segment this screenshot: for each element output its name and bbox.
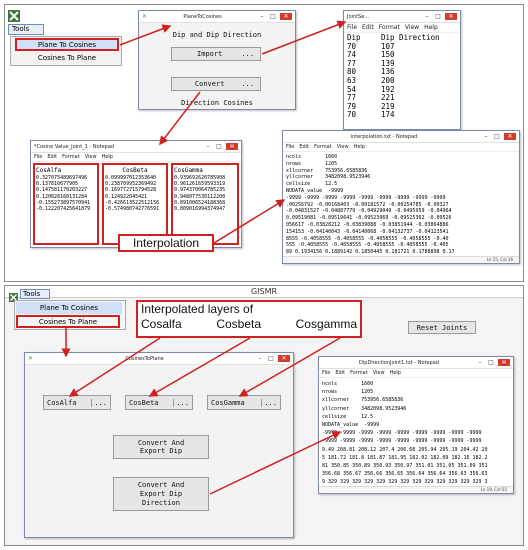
dipdir-text-line: -9999 -9999 -9999 -9999 -9999 -9999 -9999 -9999 -9999 [322,438,482,445]
dip-direction-value: 107 [381,41,395,51]
import-label: Import [197,50,223,58]
arrow-convert-to-cosine [160,92,200,144]
dipdir-text-line: 81 350.85 350.89 350.93 350.97 351.01 351.05 351.09 351 [322,463,488,470]
close-icon[interactable]: ✕ [504,133,516,140]
close-icon[interactable]: ✕ [445,13,457,20]
cosbeta-value: 0.238709952369492 [105,181,157,188]
cosalfa-dots: ... [91,399,107,407]
top-tools-menu[interactable]: Tools [8,24,44,35]
convert-label: Convert [194,80,225,88]
minimize-icon[interactable]: – [258,355,262,362]
dip-value: 77 [347,58,357,68]
interp-text-line: NODATA_value -9999 [286,187,344,194]
direction-cosines-label: Direction Cosines [181,99,253,107]
interp-text-line: cellsize 12.5 [286,181,338,188]
menu-view[interactable]: View [336,144,349,150]
menu-help[interactable]: Help [424,24,438,31]
interp-text-line: 89 0.1934156 0.1889142 0.1850445 0.181721 0.1788898 0.17 [286,249,455,256]
dip-direction-value: 221 [381,93,395,103]
dipdir-text-line: nrows 1205 [322,389,374,396]
menu-format[interactable]: Format [62,154,80,160]
arrow-layer-cosbeta [150,338,250,396]
dip-value: 74 [347,50,357,60]
menu-help[interactable]: Help [353,144,365,150]
interpolation-callout: Interpolation [118,234,214,252]
interp-text-line: -0.04831527 -0.04887779 -0.04929049 -0.0495959 -0.04964 [286,208,452,215]
c2p-title: CosinesToPlane [125,355,164,362]
interp-text-line: -9999 -9999 -9999 -9999 -9999 -9999 -9999 -9999 -9999 [286,194,446,201]
menu-file[interactable]: File [322,370,331,376]
cosgamma-value: 0.948077530112208 [174,193,226,200]
dipdir-text-line: yllcorner 3482098.9523946 [322,405,407,412]
minimize-icon[interactable]: – [478,359,482,366]
cosgamma-button-label: CosGamma [211,398,245,407]
interp-text-line: 8555 -0.4058555 -0.4058555 -0.4058555 -0.4058555 -0.40 [286,235,449,242]
menu-help[interactable]: Help [389,370,401,376]
interp-text-line: 056617 -0.03828212 -0.03839088 -0.03851944 -0.03864886 [286,221,449,228]
cosalfa-header: CosAlfa [36,167,62,174]
cosbeta-button-label: CosBeta [129,398,159,407]
interp-text-line: 154153 -0.04140043 -0.04140068 -0.04132737 -0.04123541 [286,228,449,235]
arrow-export-to-dipdir [210,432,340,494]
interp-text-line: xllcorner 753956.6585836 [286,167,368,174]
cosalfa-value: 0.147581170203227 [36,187,88,194]
dipdir-text-line: ncols 1660 [322,381,374,387]
dipdir-text-line: NODATA_value -9999 [322,422,380,429]
cosine-title: *Cosine Value_Joint_1 - Notepad [34,143,115,150]
layer-cosalfa: Cosalfa [141,317,182,331]
cosbeta-value: -0.574980742776591 [105,206,160,213]
dip-value: 77 [347,93,357,103]
dipdir-text-line: 9 329 329 329 329 329 329 329 329 329 329 329 329 329 3 [322,479,488,486]
cosbeta-value: 0.169772715794528 [105,187,157,194]
menu-format[interactable]: Format [378,24,400,31]
interp-text-line: ncols 1660 [286,154,338,160]
cosgamma-value: 0.809016994374947 [174,206,226,213]
minimize-icon[interactable]: – [206,143,210,150]
dip-direction-value: 139 [381,58,395,68]
dipdir-text-line: -9999 -9999 -9999 -9999 -9999 -9999 -9999 -9999 -9999 [322,430,482,437]
dip-direction-value: 192 [381,84,395,94]
minimize-icon[interactable]: – [260,13,264,20]
cosalfa-value: -0.122207425641879 [36,206,91,213]
interpolated-layers-title: Interpolated layers of [141,302,254,316]
arrow-import-to-jointse [262,22,345,54]
cosbeta-header: CosBeta [122,167,148,174]
jointse-title: JointSe... [347,13,370,20]
import-dots: ... [241,50,254,58]
dip-value: 54 [347,84,357,94]
dip-heading: Dip and Dip Direction [172,31,262,39]
convert-export-dip-direction-button[interactable]: Convert And Export Dip Direction [113,477,209,511]
maximize-icon[interactable]: □ [270,13,276,20]
dip-value: 70 [347,41,357,51]
menu-edit[interactable]: Edit [335,370,346,376]
top-plane-to-cosines-menu-item[interactable]: Plane To Cosines [15,38,119,51]
cosbeta-value: 0.124922045421 [105,193,148,200]
dip-direction-value: 200 [381,75,395,85]
reset-joints-button[interactable]: Reset Joints [408,321,476,334]
dip-value: 80 [347,67,357,77]
cosbeta-value: 0.099997012353640 [105,175,157,181]
cosalfa-value: 0.327075489697496 [36,175,88,181]
maximize-icon[interactable]: □ [488,359,494,366]
menu-edit[interactable]: Edit [299,144,310,150]
cosgamma-value: 0.939692620785908 [174,175,226,181]
maximize-icon[interactable]: □ [268,355,274,362]
bottom-plane-to-cosines-menu-item[interactable]: Plane To Cosines [16,302,122,314]
cosgamma-dots: ... [261,399,277,407]
dip-header: Dip [347,33,361,42]
interp-status-bar: Ln 15, Col 16 [283,256,519,263]
dipdir-title: DipDirectionJoint1.txt - Notepad [359,359,439,366]
maximize-icon[interactable]: □ [435,13,441,20]
cosalfa-value: -0.155273897570941 [36,199,91,206]
dip-value: 63 [347,75,357,85]
dip-direction-value: 150 [381,50,395,60]
cosgamma-header: CosGamma [174,167,203,174]
menu-file[interactable]: File [347,24,358,31]
interp-text-line: yllcorner 3482098.9523946 [286,174,371,181]
interp-title: interpolation.txt - Notepad [350,133,418,140]
bottom-cosines-to-plane-menu-item[interactable]: Cosines To Plane [16,315,120,328]
dip-direction-header: Dip Direction [381,33,440,42]
menu-view[interactable]: View [404,24,420,31]
dip-value: 79 [347,101,357,111]
menu-file[interactable]: File [34,154,43,160]
close-icon[interactable]: ✕ [278,355,290,362]
close-icon[interactable]: ✕ [498,359,510,366]
cosalfa-button-label: CosAlfa [47,398,77,407]
convert-dots: ... [241,80,254,88]
minimize-icon[interactable]: – [425,13,429,20]
minimize-icon[interactable]: – [484,133,488,140]
interp-text-line: nrows 1205 [286,160,338,167]
arrow-interpolation-to-notepad [214,200,284,243]
convert-export-dip-button[interactable]: Convert And Export Dip [113,435,209,459]
window-icon: ✕ [142,13,148,20]
menu-format[interactable]: Format [350,370,368,376]
cosbeta-dots: ... [173,399,189,407]
menu-edit[interactable]: Edit [362,24,374,31]
interp-text-line: 555 -0.4058555 -0.4058555 -0.4058555 -0.4058555 -0.405 [286,242,449,249]
maximize-icon[interactable]: □ [494,133,500,140]
dip-direction-value: 136 [381,67,395,77]
arrow-layer-cosalfa [70,338,160,396]
close-icon[interactable]: ✕ [226,143,238,150]
dip-value: 70 [347,110,357,120]
arrow-layer-cosgamma [240,338,340,396]
menu-view[interactable]: View [84,154,97,160]
arrow-menu-to-plane-window [120,26,170,45]
app-title: GISMR [250,287,278,296]
window-title: PlaneToCosines [183,13,222,20]
cosbeta-value: -0.426613522512156 [105,199,160,206]
menu-file[interactable]: File [286,144,295,150]
dipdir-text-line: 356.68 356.67 356.66 356.65 356.64 356.64 356.63 356.63 [322,471,488,478]
cosalfa-value: 0.120626160131284 [36,193,88,200]
dip-direction-value: 219 [381,101,395,111]
dipdir-text-line: xllcorner 753956.6585836 [322,397,404,404]
maximize-icon[interactable]: □ [216,143,222,150]
menu-view[interactable]: View [372,370,385,376]
interp-text-line: 0.09519081 -0.09519641 -0.09523969 -0.09525362 -0.09526 [286,215,452,222]
dipdir-text-line: cellsize 12.5 [322,413,374,420]
cosgamma-value: 0.961261659593319 [174,181,226,188]
close-icon[interactable]: ✕ [280,13,292,20]
bottom-tools-menu[interactable]: Tools [20,289,50,299]
menu-edit[interactable]: Edit [47,154,58,160]
cosalfa-value: 0.137810677905 [36,181,79,188]
dip-direction-value: 174 [381,110,395,120]
dipdir-text-line: 9.49 208.81 208.12 207.4 206.68 205.94 205.19 204.42 20 [322,446,488,453]
menu-help[interactable]: Help [101,154,113,160]
menu-format[interactable]: Format [314,144,332,150]
top-cosines-to-plane-menu-item[interactable]: Cosines To Plane [37,54,97,62]
layer-cosbeta: Cosbeta [216,317,262,331]
layer-cosgamma: Cosgamma [295,317,357,331]
dipdir-status-bar: Ln 19, Col 55 [319,486,513,493]
cosgamma-value: 0.974370064785235 [174,187,226,194]
window-icon: ✕ [28,355,34,362]
cosgamma-value: 0.891006524188368 [174,199,226,206]
dipdir-text-line: 5 181.72 181.8 181.87 181.95 182.02 182.09 182.16 182.2 [322,454,488,461]
interp-text-line: .00256792 -0.00168403 -0.00181572 -0.00254785 -0.00327 [286,201,449,208]
